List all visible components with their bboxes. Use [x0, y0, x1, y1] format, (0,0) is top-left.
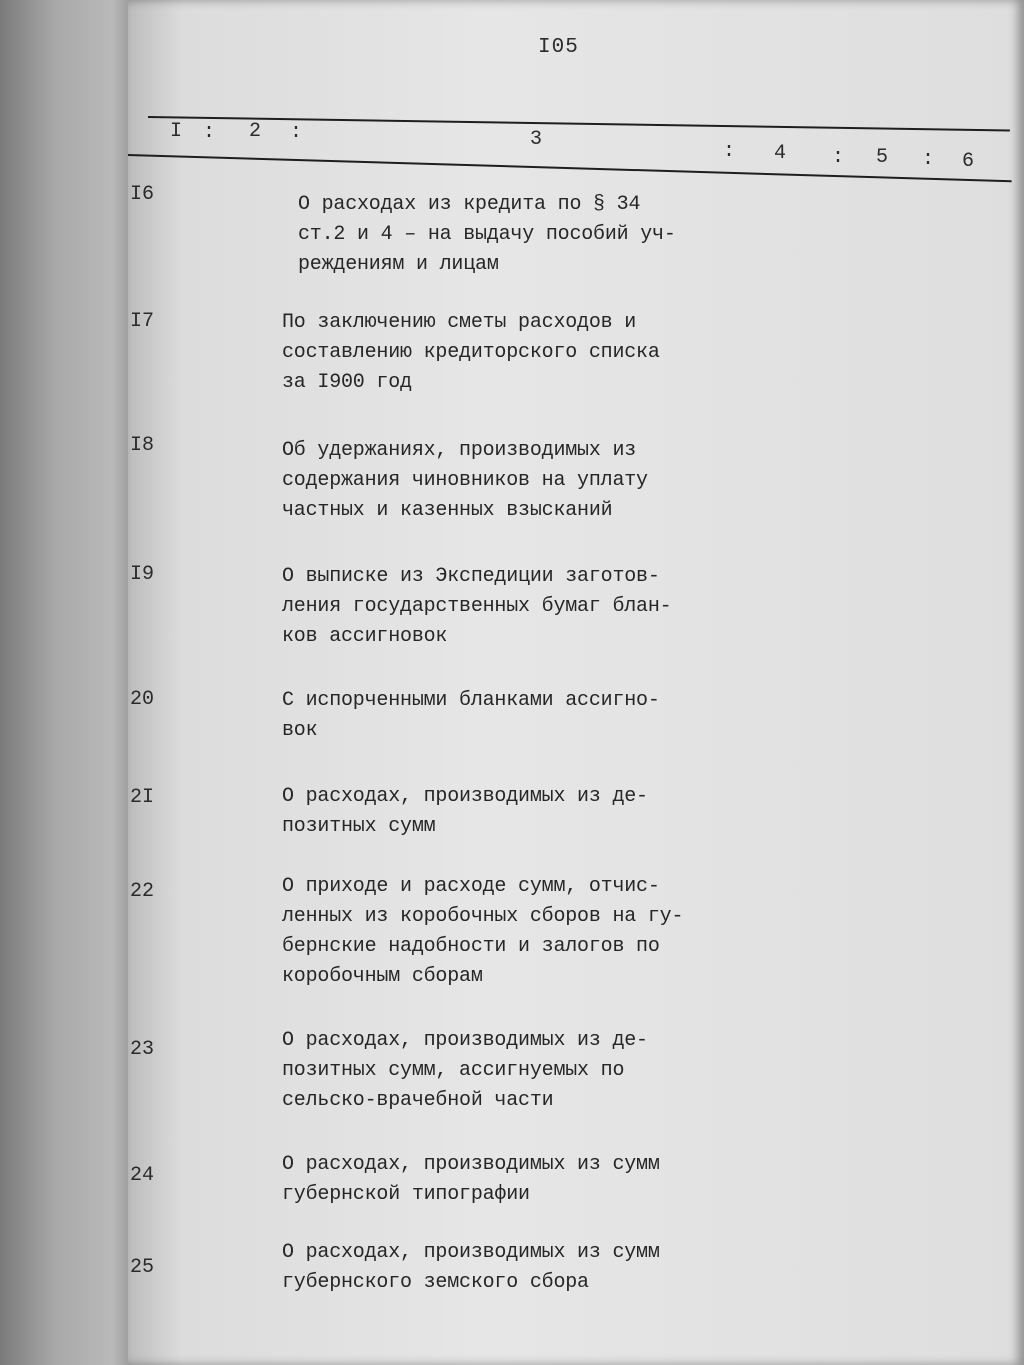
entry-number: I8	[130, 434, 155, 457]
entry-number: 25	[130, 1256, 155, 1279]
entry-number: I9	[130, 563, 155, 586]
entry-text: О расходах, производимых из де- позитных сумм, ассигнуемых по сельско-врачебной части	[282, 1029, 648, 1112]
entry-text: О расходах, производимых из де- позитных сумм	[282, 785, 648, 838]
entry-number: 2I	[130, 786, 155, 809]
column-header-4: 4	[774, 142, 787, 165]
entry-text: С испорченными бланками ассигно- вок	[282, 689, 660, 742]
column-header-6: 6	[962, 150, 975, 173]
page-number: I05	[538, 36, 579, 59]
facing-page	[0, 0, 140, 1365]
entry-number: I6	[130, 183, 155, 206]
column-header-3: 3	[530, 128, 543, 151]
entry-text: О приходе и расходе сумм, отчис- ленных из коробочных сборов на гу- бернские надобности и залогов по коробочным сборам	[282, 875, 684, 988]
column-separator: :	[723, 140, 736, 163]
column-separator: :	[290, 121, 303, 144]
entry-text: О расходах, производимых из сумм губернского земского сбора	[282, 1241, 660, 1294]
entry-text: О расходах, производимых из сумм губернской типографии	[282, 1153, 660, 1206]
entry-text: О выписке из Экспедиции заготов- ления государственных бумаг блан- ков ассигновок	[282, 565, 672, 648]
column-header-1: I	[170, 120, 183, 143]
entry-text: По заключению сметы расходов и составлению кредиторского списка за I900 год	[282, 311, 660, 394]
column-header-5: 5	[876, 146, 889, 169]
column-separator: :	[922, 148, 935, 171]
column-header-2: 2	[249, 120, 262, 143]
column-separator: :	[203, 121, 216, 144]
entry-number: 22	[130, 880, 155, 903]
entry-text: О расходах из кредита по § 34 ст.2 и 4 – на выдачу пособий уч- реждениям и лицам	[298, 193, 676, 276]
entry-number: 20	[130, 688, 155, 711]
entry-number: 23	[130, 1038, 155, 1061]
entry-number: 24	[130, 1164, 155, 1187]
entry-text: Об удержаниях, производимых из содержания чиновников на уплату частных и казенных взысканий	[282, 439, 648, 522]
entry-number: I7	[130, 310, 155, 333]
column-separator: :	[832, 146, 845, 169]
